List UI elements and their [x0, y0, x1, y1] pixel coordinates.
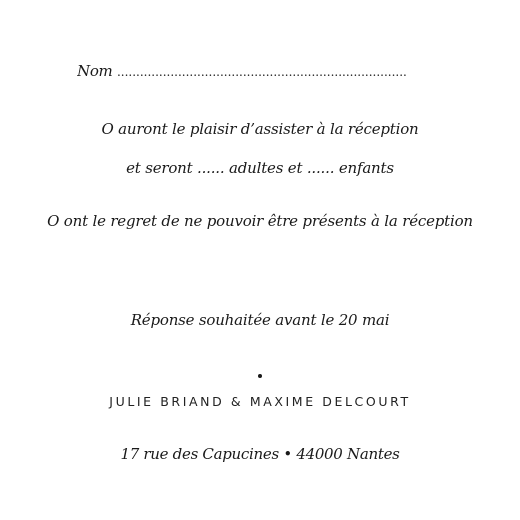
separator-dot — [258, 374, 262, 378]
name-label: Nom — [77, 62, 113, 80]
host-address: 17 rue des Capucines • 44000 Nantes — [120, 445, 400, 463]
decline-option: O ont le regret de ne pouvoir être présents à la réception — [47, 212, 473, 230]
reply-deadline: Réponse souhaitée avant le 20 mai — [130, 311, 390, 329]
name-field-line — [77, 62, 443, 80]
guest-count-line: et seront ...... adultes et ...... enfants — [126, 159, 394, 177]
accept-option: O auront le plaisir d’assister à la réception — [101, 120, 419, 138]
host-names: JULIE BRIAND & MAXIME DELCOURT — [109, 394, 411, 409]
name-dotted-line: ............................................................................ — [116, 65, 407, 79]
